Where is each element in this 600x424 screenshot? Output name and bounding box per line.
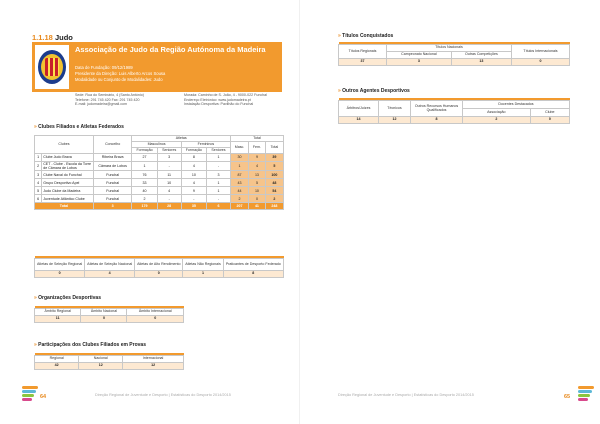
- table-cell-fem: 13: [249, 171, 266, 179]
- col-alto-rendimento: Atletas de Alto Rendimento: [135, 258, 183, 270]
- cell-value: 2: [463, 116, 531, 123]
- cell-value: 0: [512, 58, 570, 65]
- col-campeonato-nacional: Campeonato Nacional: [387, 51, 452, 58]
- table-cell-masc: 44: [231, 187, 249, 195]
- meta-line: Data de Fundação: 09/12/1989: [75, 65, 133, 70]
- agents-table: [338, 98, 570, 124]
- table-cell-clube: Clube Naval do Funchal: [42, 171, 94, 179]
- total-mf: 179: [132, 203, 157, 210]
- table-cell-n: 1: [35, 154, 42, 162]
- table-cell-concelho: Ribeira Brava: [93, 154, 131, 162]
- table-cell-fs: 1: [206, 179, 230, 187]
- contacts-left: [75, 93, 144, 107]
- cell-value: 13: [451, 58, 511, 65]
- col-tecnicos: Técnicos: [379, 100, 411, 116]
- table-cell-tot: 2: [265, 195, 283, 203]
- table-cell-mf: 1: [132, 162, 157, 171]
- table-cell-tot: 5: [265, 162, 283, 171]
- table-cell-tot: 100: [265, 171, 283, 179]
- cell-value: 3: [387, 58, 452, 65]
- table-cell-ff: 8: [181, 154, 206, 162]
- col-docentes: Docentes Destacados: [463, 100, 570, 108]
- table-cell-tot: 54: [265, 187, 283, 195]
- meta-line: Presidente da Direção: Luis Alberto Arcos Sousa: [75, 71, 166, 76]
- table-cell-masc: 87: [231, 171, 249, 179]
- col-total: Total: [231, 136, 284, 142]
- cell-value: 11: [35, 315, 81, 322]
- table-row: [35, 171, 284, 179]
- table-cell-masc: 1: [231, 162, 249, 171]
- contacts-right: [184, 93, 267, 107]
- table-cell-ms: 4: [157, 187, 181, 195]
- cell-value: 0: [530, 116, 569, 123]
- cell-value: 12: [79, 362, 123, 369]
- table-cell-concelho: Funchal: [93, 171, 131, 179]
- page-number: 64: [40, 394, 47, 400]
- clubs-heading-text: Clubes Filiados e Atletas Federados: [38, 124, 124, 130]
- table-cell-fem: 9: [249, 154, 266, 162]
- col-fem: Fem.: [249, 142, 266, 154]
- cell-value: 8: [223, 270, 283, 277]
- table-cell-fs: 1: [206, 187, 230, 195]
- col-atletas: Atletas: [132, 136, 231, 142]
- total-tot: 248: [265, 203, 283, 210]
- table-cell-mf: 76: [132, 171, 157, 179]
- cell-value: 0: [35, 270, 85, 277]
- table-cell-fs: 1: [206, 154, 230, 162]
- org-heading: » Organizações Desportivas: [34, 295, 101, 301]
- col-formacao-f: Formação: [181, 148, 206, 154]
- table-cell-clube: Juventude Atlântico Clube: [42, 195, 94, 203]
- page-number: 65: [564, 394, 571, 400]
- total-fs: 6: [206, 203, 230, 210]
- col-associacao: Associação: [463, 108, 531, 116]
- table-row: [35, 187, 284, 195]
- table-cell-ff: -: [181, 195, 206, 203]
- col-outros-recursos: Outros Recursos Humanos Qualificados: [411, 100, 463, 116]
- agents-heading-text: Outros Agentes Desportivos: [342, 88, 410, 94]
- table-cell-n: 5: [35, 187, 42, 195]
- cell-value: 37: [339, 58, 387, 65]
- total-ff: 35: [181, 203, 206, 210]
- table-cell-ms: -: [157, 162, 181, 171]
- athletes-table: [34, 256, 284, 278]
- titles-table: [338, 42, 570, 66]
- table-cell-fs: 3: [206, 171, 230, 179]
- col-titulos-internacionais: Títulos Internacionais: [512, 44, 570, 58]
- col-selecao-nacional: Atletas de Seleção Nacional: [85, 258, 135, 270]
- association-meta: [75, 65, 165, 83]
- table-cell-ff: 9: [181, 187, 206, 195]
- cell-value: 42: [35, 362, 79, 369]
- cell-value: 14: [339, 116, 379, 123]
- table-cell-tot: 48: [265, 179, 283, 187]
- total-concelho: 3: [93, 203, 131, 210]
- table-cell-clube: Clube Judo Brava: [42, 154, 94, 162]
- col-titulos-nacionais: Títulos Nacionais: [387, 44, 512, 51]
- col-clubes: Clubes: [35, 136, 94, 154]
- table-row: [35, 162, 284, 171]
- table-cell-fs: -: [206, 195, 230, 203]
- clubs-table: [34, 135, 284, 210]
- table-cell-masc: 30: [231, 154, 249, 162]
- meta-line: Modalidade ou Conjunto de Modalidades: Judo: [75, 77, 163, 82]
- table-cell-mf: 27: [132, 154, 157, 162]
- contact-line: E-mail: judomadeira@gmail.com: [75, 102, 127, 107]
- col-nacional: Nacional: [79, 355, 123, 362]
- table-cell-fem: 0: [249, 195, 266, 203]
- table-row: [35, 195, 284, 203]
- association-header: [32, 42, 282, 92]
- cell-value: 12: [379, 116, 411, 123]
- col-ambito-nacional: Âmbito Nacional: [81, 308, 127, 315]
- table-cell-fem: 5: [249, 179, 266, 187]
- table-cell-masc: 43: [231, 179, 249, 187]
- cell-value: 4: [85, 270, 135, 277]
- col-internacional: Internacional: [123, 355, 184, 362]
- contact-line: Instalação Desportiva: Pavilhão do Funchal: [184, 102, 254, 107]
- cell-value: 8: [411, 116, 463, 123]
- association-logo: [35, 45, 69, 89]
- col-ambito-regional: Âmbito Regional: [35, 308, 81, 315]
- col-seniores-m: Seniores: [157, 148, 181, 154]
- col-masc: Masc.: [231, 142, 249, 154]
- cell-value: 0: [81, 315, 127, 322]
- titles-heading-text: Títulos Conquistados: [342, 33, 394, 39]
- col-ambito-internacional: Âmbito Internacional: [127, 308, 184, 315]
- table-cell-concelho: Câmara de Lobos: [93, 162, 131, 171]
- agents-heading: » Outros Agentes Desportivos: [338, 88, 410, 94]
- part-table: [34, 353, 184, 370]
- col-nao-regionais: Atletas Não Regionais: [183, 258, 223, 270]
- contact-line: Morada: Caminho de S. João, 4 - 9000-022 Funchal: [184, 93, 267, 97]
- table-cell-fem: 10: [249, 187, 266, 195]
- footer-text: Direção Regional de Juventude e Desporto | Estatísticas do Desporto 2014/2015: [338, 393, 474, 397]
- footer-text: Direção Regional de Juventude e Desporto | Estatísticas do Desporto 2014/2015: [95, 393, 231, 397]
- table-cell-clube: Judo Clube da Madeira: [42, 187, 94, 195]
- table-cell-ms: 3: [157, 154, 181, 162]
- table-cell-tot: 39: [265, 154, 283, 162]
- table-row: [35, 154, 284, 162]
- table-cell-clube: Grupo Desportivo Apel: [42, 179, 94, 187]
- contact-line: Telefone: 291 745 420 Fax: 291 745 420: [75, 97, 140, 102]
- right-page: [300, 0, 600, 424]
- total-label: Total: [35, 203, 94, 210]
- table-cell-fem: 4: [249, 162, 266, 171]
- col-masculinos: Masculinos: [132, 142, 181, 148]
- table-cell-n: 6: [35, 195, 42, 203]
- col-femininos: Femininos: [181, 142, 230, 148]
- part-heading: » Participações dos Clubes Filiados em Provas: [34, 342, 146, 348]
- col-titulos-regionais: Títulos Regionais: [339, 44, 387, 58]
- table-cell-concelho: Funchal: [93, 187, 131, 195]
- section-title: [32, 33, 73, 42]
- col-selecao-regional: Atletas de Seleção Regional: [35, 258, 85, 270]
- col-seniores-f: Seniores: [206, 148, 230, 154]
- col-praticantes: Praticantes de Desporto Federado: [223, 258, 283, 270]
- table-row: [35, 179, 284, 187]
- table-cell-ff: 10: [181, 171, 206, 179]
- table-cell-ms: 11: [157, 171, 181, 179]
- total-masc: 207: [231, 203, 249, 210]
- cell-value: 0: [135, 270, 183, 277]
- total-ms: 28: [157, 203, 181, 210]
- table-cell-concelho: Funchal: [93, 195, 131, 203]
- col-concelho: Concelho: [93, 136, 131, 154]
- total-fem: 41: [249, 203, 266, 210]
- table-cell-n: 3: [35, 171, 42, 179]
- part-heading-text: Participações dos Clubes Filiados em Provas: [38, 342, 146, 348]
- table-cell-ms: 10: [157, 179, 181, 187]
- table-cell-masc: 2: [231, 195, 249, 203]
- cell-value: 0: [127, 315, 184, 322]
- titles-heading: » Títulos Conquistados: [338, 33, 394, 39]
- col-clube: Clube: [530, 108, 569, 116]
- association-name: Associação de Judo da Região Autónoma da Madeira: [75, 45, 266, 54]
- table-cell-fs: -: [206, 162, 230, 171]
- table-cell-mf: 33: [132, 179, 157, 187]
- table-cell-ms: -: [157, 195, 181, 203]
- table-cell-mf: 40: [132, 187, 157, 195]
- table-cell-concelho: Funchal: [93, 179, 131, 187]
- col-arbitros: Árbitros/Juízes: [339, 100, 379, 116]
- org-heading-text: Organizações Desportivas: [38, 295, 101, 301]
- table-cell-mf: 2: [132, 195, 157, 203]
- table-cell-n: 2: [35, 162, 42, 171]
- section-name: Judo: [54, 33, 73, 42]
- table-cell-ff: 4: [181, 162, 206, 171]
- contact-line: Sede: Rua do Seminário, 4 (Santo António): [75, 93, 144, 97]
- footer-stripes-icon: [578, 386, 594, 403]
- table-cell-ff: 4: [181, 179, 206, 187]
- col-regional: Regional: [35, 355, 79, 362]
- table-cell-clube: CET - Clube - Escola da Torre de Câmara de Lobos: [42, 162, 94, 171]
- cell-value: 1: [183, 270, 223, 277]
- org-table: [34, 306, 184, 323]
- col-formacao-m: Formação: [132, 148, 157, 154]
- total-row: [35, 203, 284, 210]
- contact-line: Endereço Eletrónico: www.judomadeira.pt: [184, 97, 251, 102]
- col-outras-competicoes: Outras Competições: [451, 51, 511, 58]
- cell-value: 12: [123, 362, 184, 369]
- footer-stripes-icon: [22, 386, 38, 403]
- table-cell-n: 4: [35, 179, 42, 187]
- section-number: 1.1.18: [32, 33, 53, 42]
- col-tot: Total: [265, 142, 283, 154]
- clubs-heading: » Clubes Filiados e Atletas Federados: [34, 124, 124, 130]
